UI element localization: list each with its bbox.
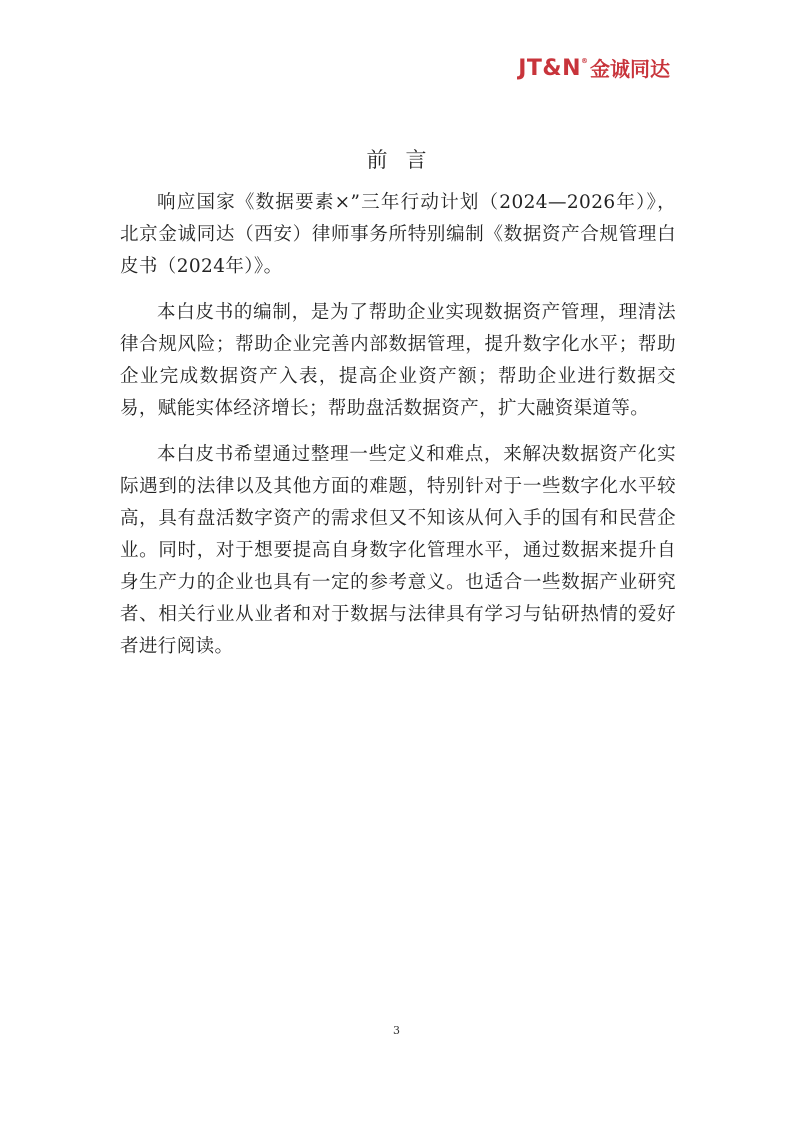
document-body bbox=[120, 187, 676, 677]
company-logo bbox=[518, 58, 670, 80]
logo-mark: JT&N bbox=[518, 56, 581, 81]
page-title: 前言 bbox=[366, 148, 445, 172]
logo-chinese-name: 金诚同达 bbox=[590, 57, 670, 81]
page-number: 3 bbox=[393, 1024, 400, 1037]
registered-mark: ® bbox=[581, 57, 588, 65]
paragraph-purpose: 本白皮书的编制，是为了帮助企业实现数据资产管理，理清法律合规风险；帮助企业完善内部数据管理，提升数字化水平；帮助企业完成数据资产入表，提高企业资产额；帮助企业进行数据交易，赋能实体经济增长；帮助盘活数据资产，扩大融资渠道等。 bbox=[120, 302, 676, 419]
paragraph-intro: 响应国家《数据要素×”三年行动计划（2024—2026年）》，北京金诚同达（西安）律师事务所特别编制《数据资产合规管理白皮书（2024年）》。 bbox=[120, 192, 676, 277]
paragraph-audience: 本白皮书希望通过整理一些定义和难点，来解决数据资产化实际遇到的法律以及其他方面的难题，特别针对于一些数字化水平较高，具有盘活数字资产的需求但又不知该从何入手的国有和民营企业。同时，对于想要提高自身数字化管理水平，通过数据来提升自身生产力的企业也具有一定的参考意义。也适合一些数据产业研究者、相关行业从业者和对于数据与法律具有学习与钻研热情的爱好者进行阅读。 bbox=[120, 444, 676, 657]
